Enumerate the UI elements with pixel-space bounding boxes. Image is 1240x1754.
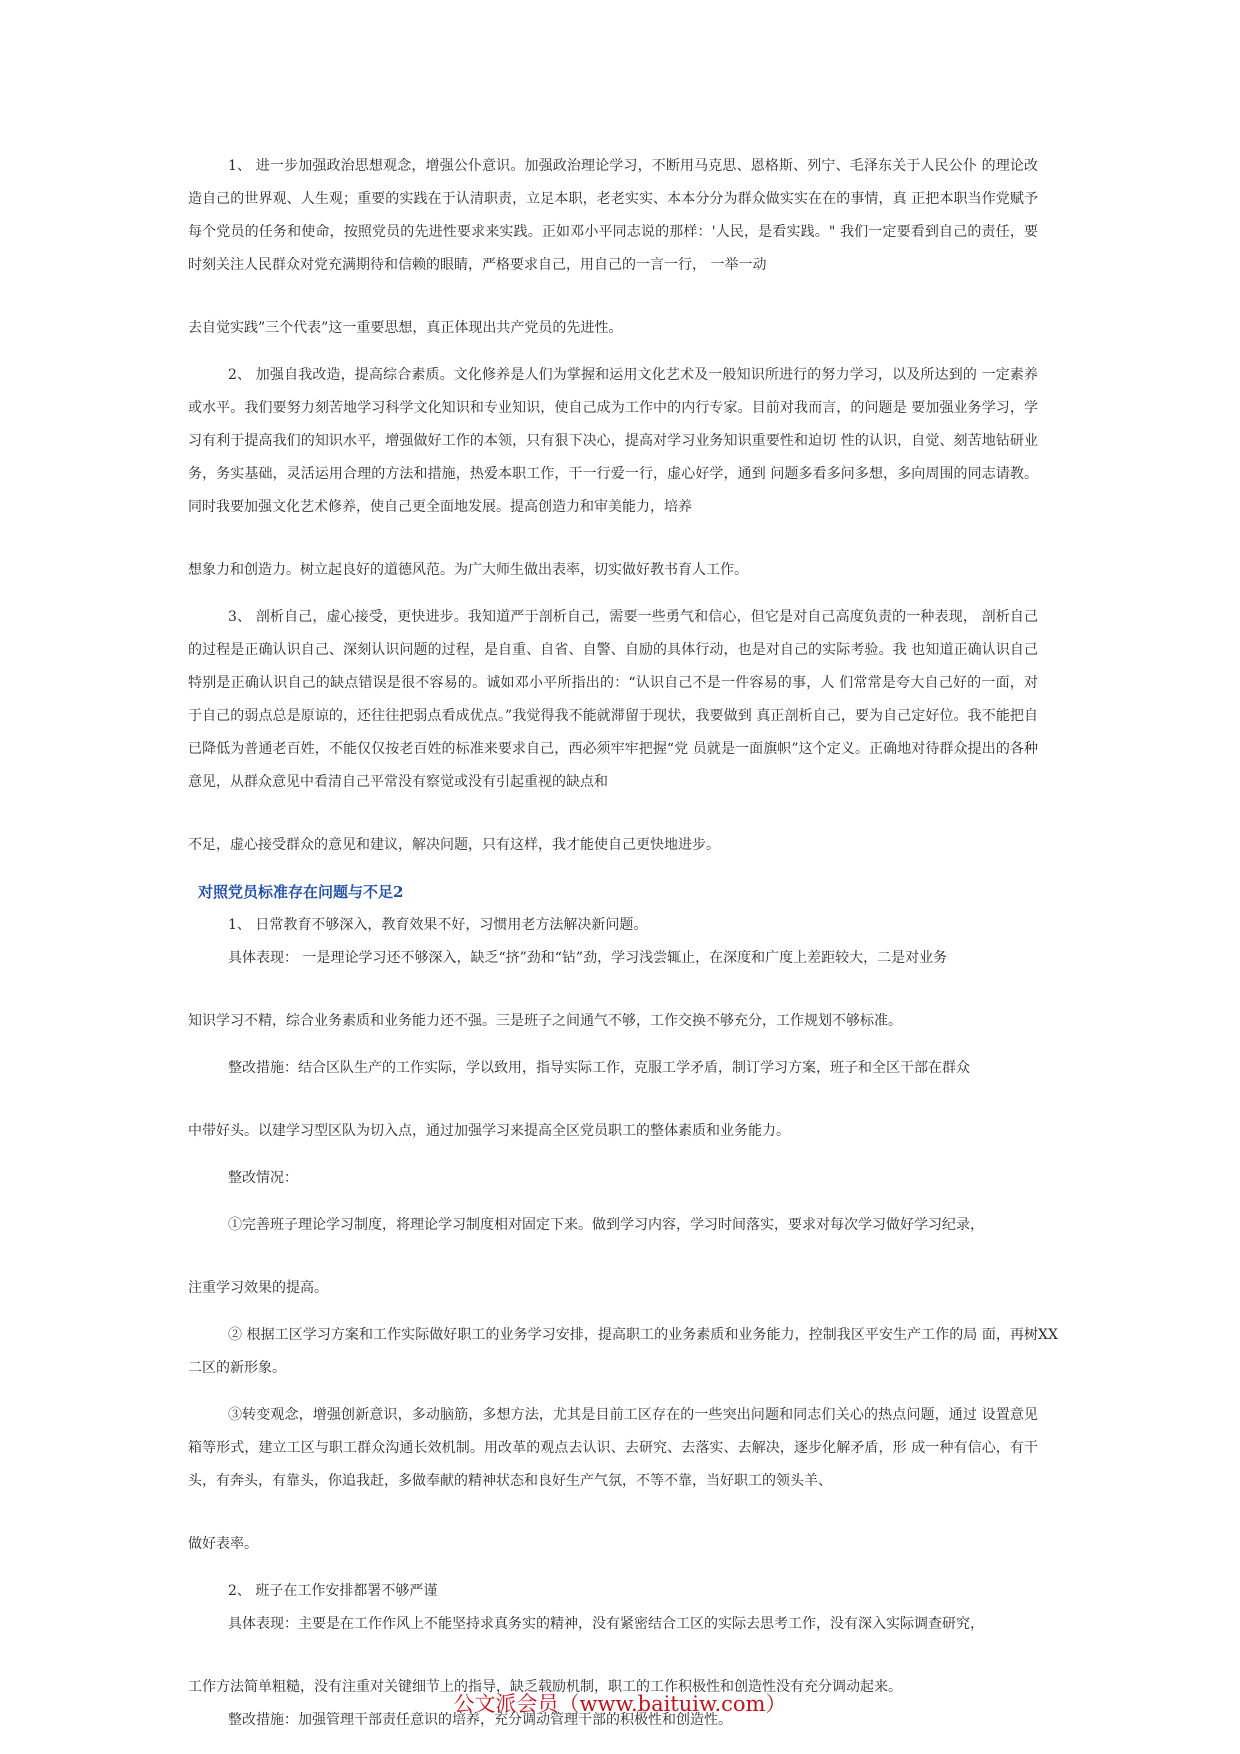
issue-1-measures: 整改措施：结合区队生产的工作实际，学以致用，指导实际工作，克服工学矛盾，制订学习方案，班子和全区干部在群众 bbox=[228, 1060, 970, 1076]
footer-watermark-link[interactable]: 公文派会员（www.baituiw.com） bbox=[453, 1692, 787, 1716]
section-heading: 对照党员标准存在问题与不足2 bbox=[198, 883, 404, 901]
paragraph-2-cont: 想象力和创造力。树立起良好的道德风范。为广大师生做出表率，切实做好教书育人工作。 bbox=[188, 562, 748, 578]
issue-2-manifestation-cont: 工作方法简单粗糙，没有注重对关键细节上的指导，缺乏载励机制，职工的工作积极性和创造性没有充分调动起来。 bbox=[188, 1679, 902, 1695]
document-body bbox=[188, 150, 1058, 1737]
paragraph-1: 1、 进一步加强政治思想观念，增强公仆意识。加强政治理论学习，不断用马克思、恩格斯、列宁、毛泽东关于人民公仆 的理论改造自己的世界观、人生观；重要的实践在于认清职责，立足本职，老老实实、本本分分为群众做实实在在的事情，真 正把本职当作党赋予每个党员的任务和使命，按照党员的先进性要求来实践。正如邓小平同志说的那样：'人民，是看实践。" 我们一定要看到自己的责任，要时刻关注人民群众对党充满期待和信赖的眼睛，严格要求自己，用自己的一言一行， 一举一动 bbox=[188, 158, 1038, 273]
issue-1-measures-cont: 中带好头。以建学习型区队为切入点，通过加强学习来提高全区党员职工的整体素质和业务能力。 bbox=[188, 1123, 790, 1139]
issue-1-status-item-3: ③转变观念，增强创新意识，多动脑筋，多想方法，尤其是目前工区存在的一些突出问题和同志们关心的热点问题，通过 设置意见箱等形式，建立工区与职工群众沟通长效机制。用改革的观点去认识、去研究、去落实、去解决，逐步化解矛盾，形 成一种有信心，有干头，有奔头，有靠头，你追我赶，多做奉献的精神状态和良好生产气氛，不等不靠，当好职工的领头羊、 bbox=[188, 1407, 1038, 1489]
paragraph-2: 2、 加强自我改造，提高综合素质。文化修养是人们为掌握和运用文化艺术及一般知识所进行的努力学习，以及所达到的 一定素养或水平。我们要努力刻苦地学习科学文化知识和专业知识，使自己成为工作中的内行专家。目前对我而言，的问题是 要加强业务学习，学习有利于提高我们的知识水平，增强做好工作的本领，只有狠下决心，提高对学习业务知识重要性和迫切 性的认识，自觉、刻苦地钻研业务，务实基础，灵活运用合理的方法和措施，热爱本职工作，干一行爱一行，虚心好学，通到 问题多看多问多想，多向周围的同志请教。同时我要加强文化艺术修养，使自己更全面地发展。提高创造力和审美能力，培养 bbox=[188, 367, 1038, 515]
issue-1-manifestation: 具体表现： 一是理论学习还不够深入，缺乏“挤”劲和“钻”劲，学习浅尝辄止，在深度和广度上差距较大，二是对业务 bbox=[228, 950, 948, 966]
issue-2-title: 2、 班子在工作安排都署不够严谨 bbox=[228, 1583, 438, 1599]
issue-2-manifestation: 具体表现：主要是在工作作风上不能坚持求真务实的精神，没有紧密结合工区的实际去思考工作，没有深入实际调查研究， bbox=[228, 1616, 984, 1632]
issue-1-status-label: 整改情况： bbox=[228, 1170, 298, 1186]
issue-1-title: 1、 日常教育不够深入，教育效果不好，习惯用老方法解决新问题。 bbox=[228, 917, 648, 933]
issue-1-manifestation-cont: 知识学习不精，综合业务素质和业务能力还不强。三是班子之间通气不够，工作交换不够充分，工作规划不够标准。 bbox=[188, 1013, 902, 1029]
paragraph-1-cont: 去自觉实践”三个代表”这一重要思想，真正体现出共产党员的先进性。 bbox=[188, 320, 623, 336]
issue-2-measures: 整改措施：加强管理干部责任意识的培养，充分调动管理干部的积极性和创造性。 bbox=[228, 1712, 732, 1728]
issue-1-status-item-3-cont: 做好表率。 bbox=[188, 1536, 258, 1552]
issue-1-status-item-1-cont: 注重学习效果的提高。 bbox=[188, 1280, 328, 1296]
paragraph-3: 3、 剖析自己，虚心接受，更快进步。我知道严于剖析自己，需要一些勇气和信心，但它是对自己高度负责的一种表现， 剖析自己的过程是正确认识自己、深刻认识问题的过程，是自重、自省、自警、自励的具体行动，也是对自己的实际考验。我 也知道正确认识自己特别是正确认识自己的缺点错误是很不容易的。诚如邓小平所指出的：“认识自己不是一件容易的事，人 们常常是夸大自己好的一面，对于自己的弱点总是原谅的，还往往把弱点看成优点。”我觉得我不能就滞留于现状，我要做到 真正剖析自己，要为自己定好位。我不能把自已降低为普通老百姓，不能仅仅按老百姓的标准来要求自己，西必须牢牢把握“党 员就是一面旗帜”这个定义。正确地对待群众提出的各种意见，从群众意见中看清自己平常没有察觉或没有引起重视的缺点和 bbox=[188, 609, 1038, 790]
paragraph-3-cont: 不足，虚心接受群众的意见和建议，解决问题，只有这样，我才能使自己更快地进步。 bbox=[188, 837, 720, 853]
issue-1-status-item-1: ①完善班子理论学习制度，将理论学习制度相对固定下来。做到学习内容，学习时间落实，要求对每次学习做好学习纪录， bbox=[228, 1217, 984, 1233]
issue-1-status-item-2: ② 根据工区学习方案和工作实际做好职工的业务学习安排，提高职工的业务素质和业务能力，控制我区平安生产工作的局 面，再树XX 二区的新形象。 bbox=[188, 1327, 1058, 1376]
